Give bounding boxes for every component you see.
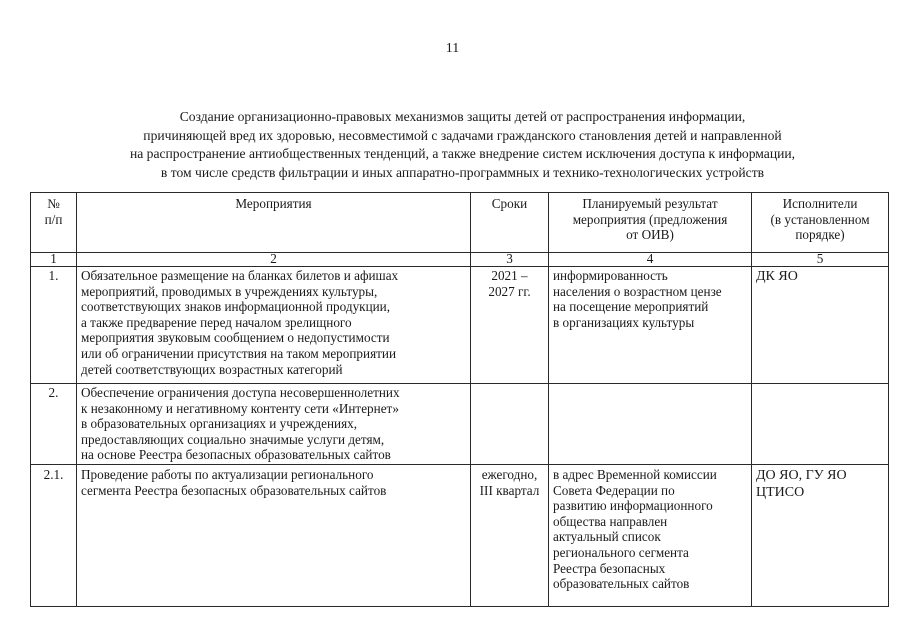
row-number: 2.1.	[31, 465, 77, 607]
activity-line: мероприятий, проводимых в учреждениях культуры,	[81, 283, 378, 299]
row-activity	[77, 267, 471, 384]
header-num: № п/п	[31, 193, 77, 253]
activity-line: к незаконному и негативному контенту сети «Интернет»	[81, 400, 399, 416]
activity-line: мероприятия звуковым сообщением о недопустимости	[81, 330, 390, 346]
row-executor: ДК ЯО	[752, 267, 889, 384]
activity-line: в образовательных организациях и учреждениях,	[81, 416, 358, 432]
section-title-line: в том числе средств фильтрации и иных аппаратно-программных и технико-технологических устройств	[160, 164, 765, 180]
result-line: в адрес Временной комиссии	[553, 467, 717, 482]
result-line: на посещение мероприятий	[553, 299, 709, 315]
table-row	[31, 267, 889, 384]
header-activity: Мероприятия	[77, 193, 471, 253]
section-title	[40, 108, 885, 182]
activity-line: Проведение работы по актуализации регионального	[81, 467, 374, 482]
result-line: образовательных сайтов	[553, 576, 690, 592]
header-executor: Исполнители (в установленном порядке)	[752, 193, 889, 253]
activity-line: сегмента Реестра безопасных образовательных сайтов	[81, 482, 387, 498]
result-line: Совета Федерации по	[553, 482, 675, 498]
result-line: Реестра безопасных	[553, 560, 666, 576]
row-executor	[752, 384, 889, 465]
activity-line: а также предварение перед началом зрелищного	[81, 314, 352, 330]
row-executor: ДО ЯО, ГУ ЯО ЦТИСО	[752, 465, 889, 607]
table-header-row	[31, 193, 889, 253]
row-term	[471, 384, 549, 465]
table-row	[31, 384, 889, 465]
result-line: актуальный список	[553, 529, 661, 545]
row-number: 1.	[31, 267, 77, 384]
column-numbers-row	[31, 253, 889, 267]
activity-line: детей соответствующих возрастных категорий	[81, 361, 343, 377]
measures-table	[30, 192, 889, 607]
result-line: развитию информационного	[553, 498, 713, 514]
activity-line: предоставляющих социально значимые услуги детям,	[81, 431, 385, 447]
row-result	[549, 267, 752, 384]
row-activity	[77, 465, 471, 607]
result-line: населения о возрастном цензе	[553, 283, 722, 299]
activity-line: Обеспечение ограничения доступа несовершеннолетних	[81, 385, 400, 400]
result-line: общества направлен	[553, 513, 668, 529]
activity-line: на основе Реестра безопасных образовательных сайтов	[81, 447, 391, 463]
section-title-line: на распространение антиобщественных тенденций, а также внедрение систем исключения доступа к информации,	[129, 146, 796, 162]
header-term: Сроки	[471, 193, 549, 253]
section-title-line: причиняющей вред их здоровью, несовместимой с задачами гражданского становления детей и направленной	[143, 127, 782, 143]
row-activity	[77, 384, 471, 465]
row-term: 2021 – 2027 гг.	[471, 267, 549, 384]
row-result	[549, 465, 752, 607]
row-number: 2.	[31, 384, 77, 465]
column-number: 1	[31, 253, 77, 267]
row-result	[549, 384, 752, 465]
result-line: в организациях культуры	[553, 314, 695, 330]
table-row	[31, 465, 889, 607]
result-line: регионального сегмента	[553, 544, 689, 560]
activity-line: соответствующих знаков информационной продукции,	[81, 299, 391, 315]
column-number: 4	[549, 253, 752, 267]
column-number: 3	[471, 253, 549, 267]
column-number: 2	[77, 253, 471, 267]
row-term: ежегодно, III квартал	[471, 465, 549, 607]
header-result: Планируемый результат мероприятия (предложения от ОИВ)	[549, 193, 752, 253]
result-line: информированность	[553, 268, 668, 283]
column-number: 5	[752, 253, 889, 267]
activity-line: Обязательное размещение на бланках билетов и афишах	[81, 268, 399, 283]
section-title-line: Создание организационно-правовых механизмов защиты детей от распространения информации,	[179, 109, 746, 124]
page-number: 11	[445, 41, 460, 56]
activity-line: или об ограничении присутствия на таком мероприятии	[81, 345, 397, 361]
